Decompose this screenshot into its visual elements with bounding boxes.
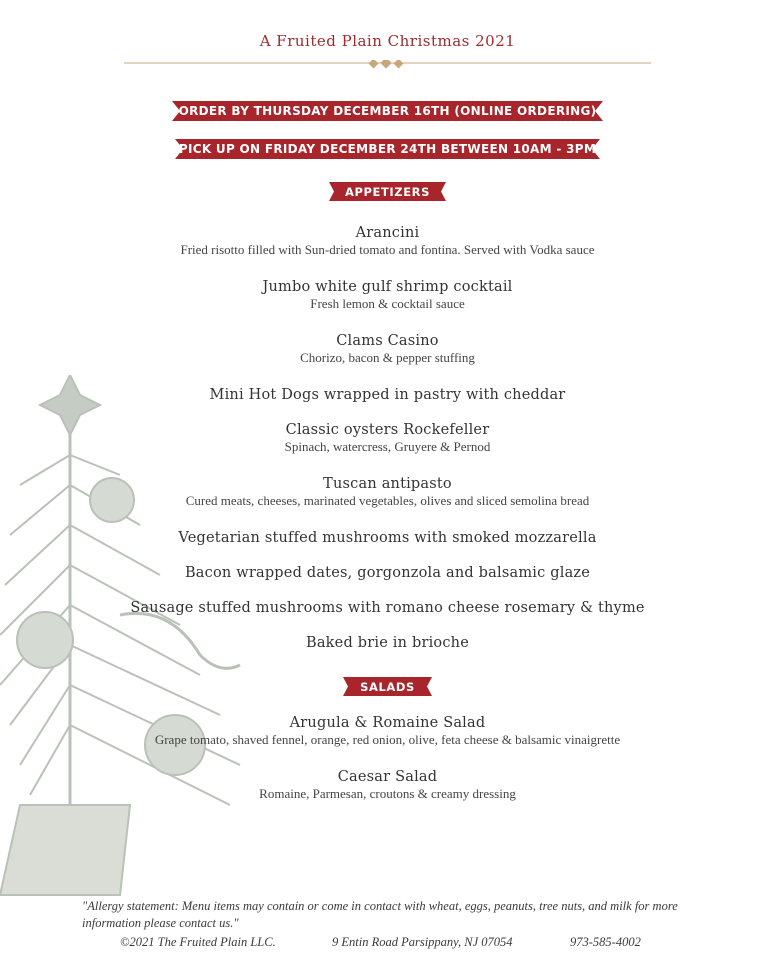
menu-item-name: Tuscan antipasto: [323, 476, 452, 492]
menu-item-description: Cured meats, cheeses, marinated vegetables, olives and sliced semolina bread: [185, 493, 590, 508]
menu-item-name: Baked brie in brioche: [305, 635, 469, 651]
menu-item: [0, 599, 775, 617]
menu-item-name: Sausage stuffed mushrooms with romano cheese rosemary & thyme: [130, 600, 645, 616]
menu-item: [0, 634, 775, 652]
menu-item-name: Arugula & Romaine Salad: [289, 715, 486, 731]
menu-item-name: Mini Hot Dogs wrapped in pastry with cheddar: [209, 387, 566, 403]
address-text: 9 Entin Road Parsippany, NJ 07054: [332, 935, 513, 949]
menu-item: [0, 386, 775, 404]
menu-item-description: Grape tomato, shaved fennel, orange, red onion, olive, feta cheese & balsamic vinaigrette: [154, 732, 621, 747]
menu-item: [0, 564, 775, 582]
appetizers-heading: APPETIZERS: [329, 182, 446, 201]
menu-item-name: Jumbo white gulf shrimp cocktail: [262, 279, 513, 295]
menu-item-description: Fried risotto filled with Sun-dried tomato and fontina. Served with Vodka sauce: [180, 242, 595, 257]
menu-item-description: Spinach, watercress, Gruyere & Pernod: [284, 439, 491, 454]
salads-heading: SALADS: [343, 677, 432, 696]
phone-text: 973-585-4002: [570, 935, 641, 949]
menu-item: [0, 529, 775, 547]
menu-item: [0, 714, 775, 748]
menu-item: [0, 278, 775, 312]
menu-item: [0, 332, 775, 366]
order-deadline-text: ORDER BY THURSDAY DECEMBER 16TH (ONLINE ORDERING): [178, 104, 597, 118]
menu-item: [0, 475, 775, 509]
pickup-banner: [175, 139, 600, 159]
menu-item: [0, 421, 775, 455]
menu-item-name: Vegetarian stuffed mushrooms with smoked mozzarella: [178, 530, 597, 546]
menu-item-name: Classic oysters Rockefeller: [285, 422, 490, 438]
title-divider: [124, 60, 651, 70]
menu-item-description: Romaine, Parmesan, croutons & creamy dressing: [259, 786, 516, 801]
menu-item-name: Bacon wrapped dates, gorgonzola and balsamic glaze: [184, 565, 591, 581]
menu-title: A Fruited Plain Christmas 2021: [259, 32, 516, 50]
pickup-text: PICK UP ON FRIDAY DECEMBER 24TH BETWEEN 10AM - 3PM: [178, 142, 597, 156]
menu-item-description: Chorizo, bacon & pepper stuffing: [300, 350, 475, 365]
menu-item-name: Clams Casino: [336, 333, 439, 349]
copyright-text: ©2021 The Fruited Plain LLC.: [120, 935, 276, 949]
menu-item: [0, 768, 775, 802]
order-deadline-banner: [172, 101, 603, 121]
menu-item: [0, 224, 775, 258]
menu-item-name: Arancini: [355, 225, 420, 241]
allergy-statement: "Allergy statement: Menu items may contain or come in contact with wheat, eggs, peanuts, tree nuts, and milk for more information please contact us.": [82, 899, 678, 930]
menu-item-name: Caesar Salad: [337, 769, 438, 785]
menu-item-description: Fresh lemon & cocktail sauce: [310, 296, 465, 311]
